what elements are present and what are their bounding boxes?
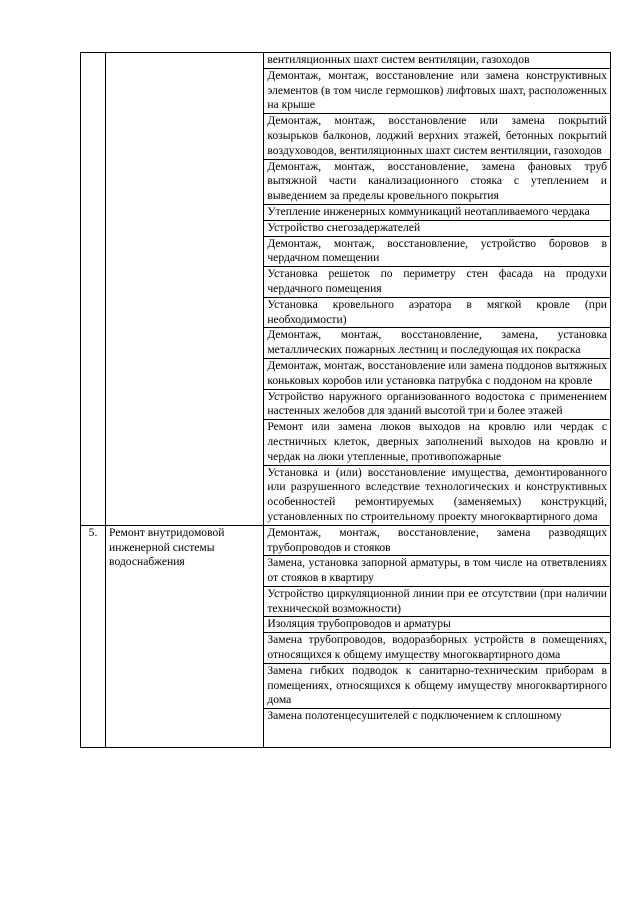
- work-item: вентиляционных шахт систем вентиляции, газоходов: [264, 53, 611, 69]
- work-item: Демонтаж, монтаж, восстановление, замена фановых труб вытяжной части канализационного стояка с утеплением и выведением за пределы кровельного покрытия: [264, 159, 611, 204]
- work-item: Устройство наружного организованного водостока с применением настенных желобов для зданий высотой три и более этажей: [264, 389, 611, 420]
- work-item: Утепление инженерных коммуникаций неотапливаемого чердака: [264, 204, 611, 220]
- work-item: Установка и (или) восстановление имущества, демонтированного или разрушенного вследствие технологических и конструктивных особенностей ремонтируемых (заменяемых) конструкций, установленных по строительному проекту многоквартирного дома: [264, 465, 611, 525]
- work-item: Изоляция трубопроводов и арматуры: [264, 617, 611, 633]
- work-item: Замена гибких подводок к санитарно-техническим приборам в помещениях, относящихся к общему имуществу многоквартирного дома: [264, 663, 611, 708]
- section-number: 5.: [81, 525, 106, 748]
- work-item: Замена, установка запорной арматуры, в том числе на ответвлениях от стояков в квартиру: [264, 556, 611, 587]
- works-table: [80, 52, 611, 748]
- work-item: Установка решеток по периметру стен фасада на продухи чердачного помещения: [264, 267, 611, 298]
- work-item: Демонтаж, монтаж, восстановление, замена, установка металлических пожарных лестниц и последующая их покраска: [264, 328, 611, 359]
- work-item: Демонтаж, монтаж, восстановление или замена конструктивных элементов (в том числе гермошков) лифтовых шахт, расположенных на крыше: [264, 68, 611, 113]
- work-item: Устройство снегозадержателей: [264, 220, 611, 236]
- work-item: Демонтаж, монтаж, восстановление или замена покрытий козырьков балконов, лоджий верхних этажей, бетонных покрытий воздуховодов, вентиляционных шахт систем вентиляции, газоходов: [264, 114, 611, 159]
- work-item: Демонтаж, монтаж, восстановление или замена поддонов вытяжных коньковых коробов или установка патрубка с поддоном на кровле: [264, 358, 611, 389]
- work-item: Установка кровельного аэратора в мягкой кровле (при необходимости): [264, 297, 611, 328]
- work-item: Ремонт или замена люков выходов на кровлю или чердак с лестничных клеток, дверных заполнений выходов на кровлю и чердак на люки утепленные, противопожарные: [264, 420, 611, 465]
- table-row: [81, 525, 611, 556]
- section-number: [81, 53, 106, 526]
- section-name: Ремонт внутридомовой инженерной системы водоснабжения: [106, 525, 264, 748]
- works-table-body: [81, 53, 611, 748]
- work-item: Устройство циркуляционной линии при ее отсутствии (при наличии технической возможности): [264, 586, 611, 617]
- work-item: Демонтаж, монтаж, восстановление, устройство боровов в чердачном помещении: [264, 236, 611, 267]
- section-name: [106, 53, 264, 526]
- table-row: [81, 53, 611, 69]
- work-item: Демонтаж, монтаж, восстановление, замена разводящих трубопроводов и стояков: [264, 525, 611, 556]
- work-item: Замена трубопроводов, водоразборных устройств в помещениях, относящихся к общему имуществу многоквартирного дома: [264, 633, 611, 664]
- work-item: Замена полотенцесушителей с подключением к сплошному: [264, 709, 611, 748]
